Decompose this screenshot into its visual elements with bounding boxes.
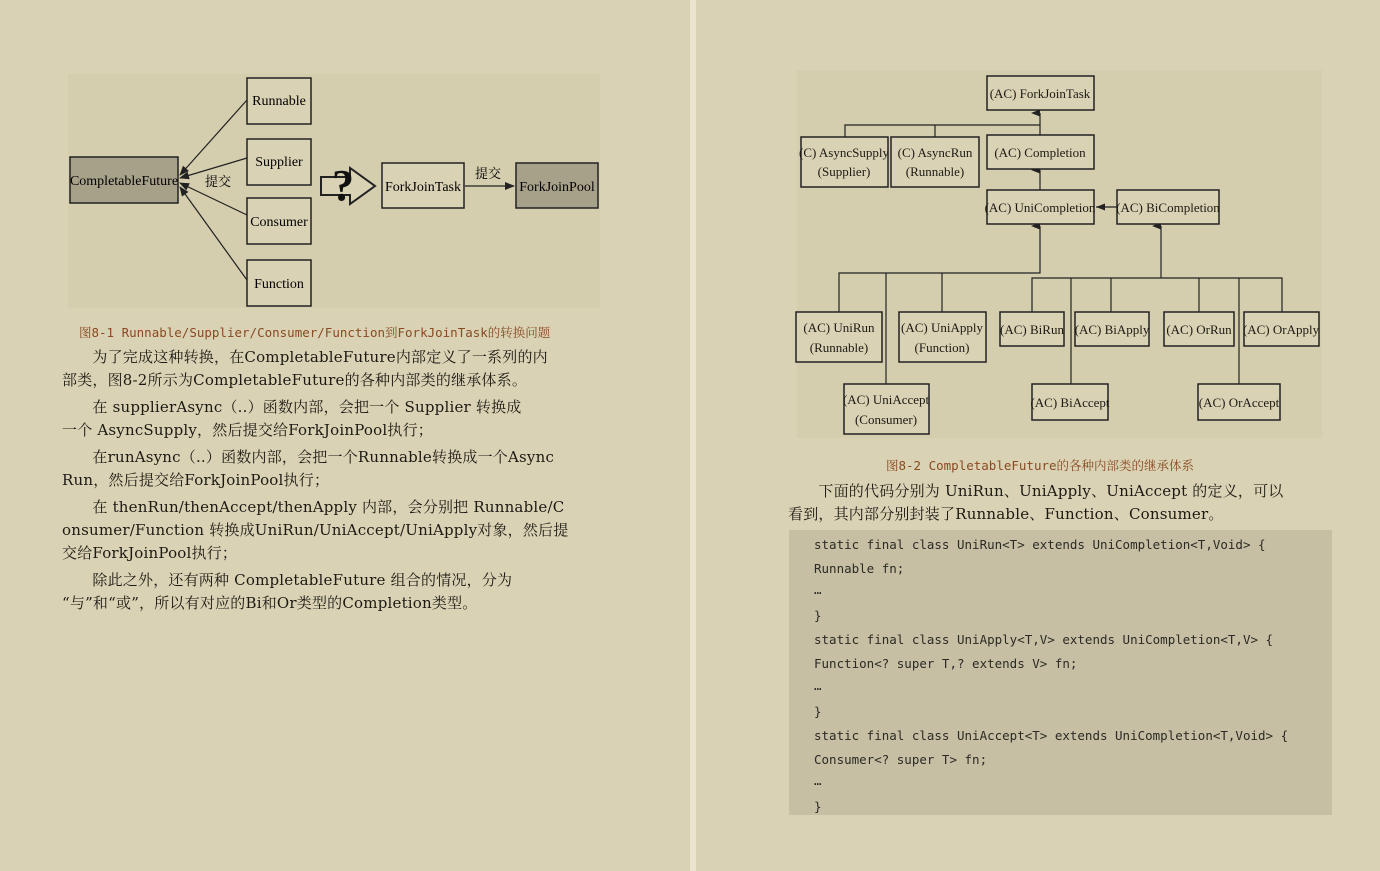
label-bi-run: (AC) BiRun [1000,322,1064,337]
label-uni-run: (AC) UniRun [803,320,875,335]
label-or-accept: (AC) OrAccept [1198,395,1280,410]
label-uni-accept-sub: (Consumer) [854,412,918,427]
paragraph-2 [62,396,522,442]
label-uni-run-sub: (Runnable) [809,340,869,355]
paragraph-line: 为了完成这种转换，在CompletableFuture内部定义了一系列的内 [62,348,548,366]
code-line: static final class UniAccept<T> extends UniCompletion<T,Void> { [814,728,1289,743]
label-bi-apply: (AC) BiApply [1074,322,1150,337]
paragraph-line: Run，然后提交给ForkJoinPool执行； [62,471,330,489]
paragraph-1 [62,346,548,392]
paragraph-line: 在 thenRun/thenAccept/thenApply 内部，会分别把 Runnable/C [62,498,565,516]
paragraph-4 [62,496,568,565]
label-submit-left: 提交 [204,174,232,189]
label-submit-right: 提交 [474,166,502,181]
label-runnable: Runnable [252,94,306,109]
code-line: } [814,799,822,814]
code-line: Runnable fn; [814,561,905,576]
label-or-apply: (AC) OrApply [1242,322,1320,337]
label-uni-accept: (AC) UniAccept [842,392,930,407]
paragraph-line: 部类，图8-2所示为CompletableFuture的各种内部类的继承体系。 [62,371,528,389]
code-line: static final class UniApply<T,V> extends UniCompletion<T,V> { [814,632,1274,647]
label-async-supply-sub: (Supplier) [817,164,871,179]
label-supplier: Supplier [255,155,303,170]
figure-2-diagram [696,0,1380,450]
paragraph-line: “与”和“或”，所以有对应的Bi和Or类型的Completion类型。 [62,594,478,612]
paragraph-line: 一个 AsyncSupply，然后提交给ForkJoinPool执行； [62,421,433,439]
code-line: … [814,582,822,597]
code-line: } [814,704,822,719]
paragraph-right-1 [788,480,1284,526]
label-fork-join-task-ac: (AC) ForkJoinTask [989,86,1091,101]
label-fork-join-task: ForkJoinTask [384,180,462,195]
question-mark-icon: ? [332,161,354,210]
arrow-runnable [180,100,247,175]
label-bi-completion: (AC) BiCompletion [1116,200,1220,215]
code-line: Function<? super T,? extends V> fn; [814,656,1078,671]
paragraph-line: 在runAsync（..）函数内部，会把一个Runnable转换成一个Async [62,448,555,466]
paragraph-line: 除此之外，还有两种 CompletableFuture 组合的情况，分为 [62,571,513,589]
code-line: … [814,773,822,788]
label-uni-completion: (AC) UniCompletion [984,200,1096,215]
code-line: Consumer<? super T> fn; [814,752,988,767]
label-uni-apply-sub: (Function) [914,340,970,355]
label-consumer: Consumer [250,215,308,230]
code-line: static final class UniRun<T> extends UniCompletion<T,Void> { [814,537,1266,552]
label-completable-future: CompletableFuture [69,174,179,189]
paragraph-line: 下面的代码分别为 UniRun、UniApply、UniAccept 的定义，可以 [788,482,1284,500]
label-async-supply: (C) AsyncSupply [799,145,889,160]
paragraph-line: 在 supplierAsync（..）函数内部，会把一个 Supplier 转换成 [62,398,522,416]
label-completion: (AC) Completion [994,145,1086,160]
paragraph-line: onsumer/Function 转换成UniRun/UniAccept/UniApply对象，然后提 [62,521,569,539]
code-line: … [814,678,822,693]
figure-1-caption: 图8-1 Runnable/Supplier/Consumer/Function到ForkJoinTask的转换问题 [79,325,551,340]
paragraph-line: 交给ForkJoinPool执行； [62,544,238,562]
figure-1-diagram [0,0,690,320]
label-fork-join-pool: ForkJoinPool [519,180,595,195]
label-async-run-sub: (Runnable) [905,164,965,179]
label-function: Function [254,277,304,292]
paragraph-3 [62,446,554,492]
code-line: } [814,608,822,623]
label-or-run: (AC) OrRun [1166,322,1232,337]
figure-2-caption: 图8-2 CompletableFuture的各种内部类的继承体系 [886,458,1195,473]
paragraph-5 [62,569,512,615]
paragraph-line: 看到，其内部分别封装了Runnable、Function、Consumer。 [788,505,1224,523]
label-async-run: (C) AsyncRun [897,145,973,160]
arrow-function [180,187,247,280]
label-uni-apply: (AC) UniApply [901,320,983,335]
label-bi-accept: (AC) BiAccept [1030,395,1110,410]
